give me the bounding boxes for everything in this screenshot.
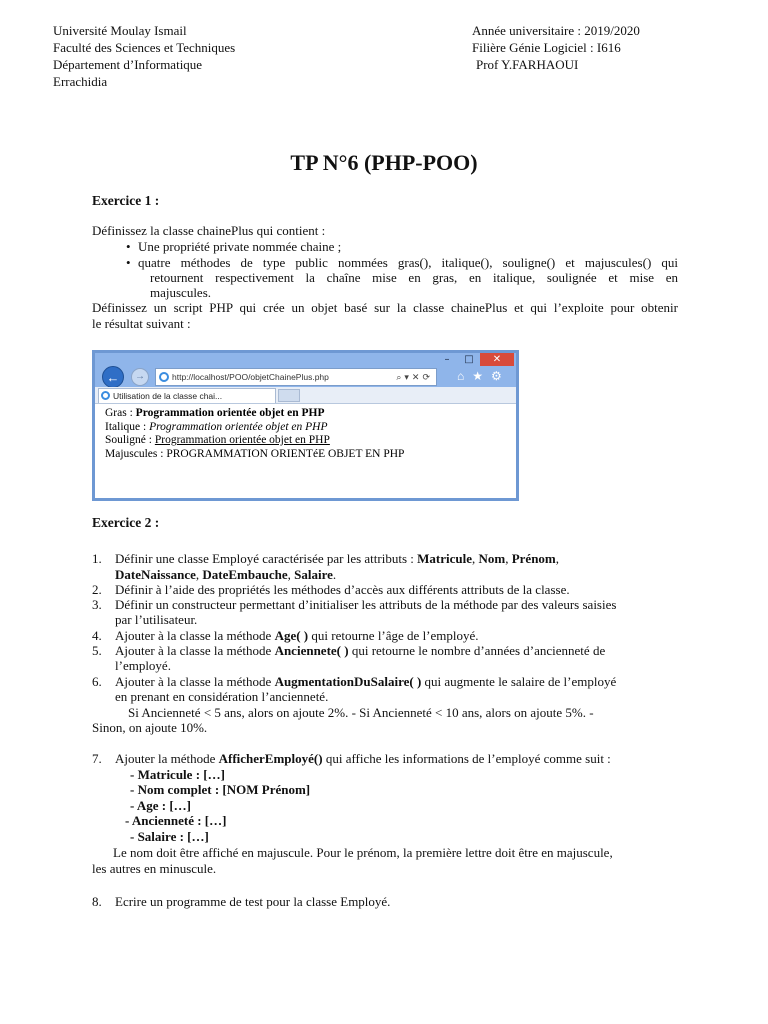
program-name: Filière Génie Logiciel : I616 <box>472 40 621 55</box>
list-item: 6. Ajouter à la classe la méthode AugmentationDuSalaire( ) qui augmente le salaire de l’employé <box>92 674 617 689</box>
department-name: Département d’Informatique <box>53 57 203 72</box>
display-field: - Matricule : […] <box>130 767 225 782</box>
back-arrow-icon: ← <box>102 366 124 388</box>
list-item: 8. Ecrire un programme de test pour la classe Employé. <box>92 894 391 909</box>
window-controls <box>436 353 514 367</box>
exercise1-bullet: • Une propriété private nommée chaine ; <box>126 239 342 254</box>
browser-tabbar <box>95 387 516 404</box>
list-item-rule: Sinon, on ajoute 10%. <box>92 720 208 735</box>
maximize-icon: □ <box>464 354 474 365</box>
tab-logo-icon <box>101 391 110 400</box>
output-line-underline: Souligné : Programmation orientée objet en PHP <box>105 434 330 446</box>
settings-gear-icon: ⚙ <box>491 369 510 383</box>
browser-titlebar <box>95 353 516 387</box>
display-field: - Age : […] <box>130 798 192 813</box>
favorites-star-icon: ★ <box>472 369 492 383</box>
exercise1-instruction: Définissez un script PHP qui crée un objet basé sur la classe chainePlus et qui l’exploite pour obtenir <box>92 300 678 315</box>
browser-content <box>105 407 404 461</box>
browser-tab <box>98 388 276 403</box>
exercise1-bullet-continued: retournent respectivement la chaîne mise en gras, en italique, soulignée et mise en <box>150 270 678 285</box>
note-text: Le nom doit être affiché en majuscule. Pour le prénom, la première lettre doit être en majuscule, <box>113 845 613 860</box>
new-tab-button <box>278 389 300 402</box>
exercise1-intro: Définissez la classe chainePlus qui contient : <box>92 223 326 238</box>
toolbar-icons <box>457 369 510 383</box>
browser-screenshot <box>92 350 519 501</box>
bullet-icon: • <box>126 255 131 270</box>
address-bar <box>155 368 437 386</box>
address-tools-icons: ⌕▾✕⟳ <box>396 372 433 382</box>
exercise1-bullet: • quatre méthodes de type public nommées gras(), italique(), souligne() et majuscules() qui <box>126 255 678 270</box>
academic-year: Année universitaire : 2019/2020 <box>472 23 640 38</box>
city-name: Errachidia <box>53 74 108 89</box>
list-item-continued: par l’utilisateur. <box>115 612 198 627</box>
list-item-continued: DateNaissance, DateEmbauche, Salaire. <box>115 567 337 582</box>
output-line-uppercase: Majuscules : PROGRAMMATION ORIENTéE OBJET EN PHP <box>105 447 405 460</box>
header-right <box>472 22 640 73</box>
list-item: 5. Ajouter à la classe la méthode Anciennete( ) qui retourne le nombre d’années d’ancienneté de <box>92 643 606 658</box>
exercise1-bullet-continued: majuscules. <box>150 285 212 300</box>
list-item: 1. Définir une classe Employé caractérisée par les attributs : Matricule, Nom, Prénom, <box>92 551 560 566</box>
page-title: TP N°6 (PHP-POO) <box>290 150 478 175</box>
list-item: 2. Définir à l’aide des propriétés les méthodes d’accès aux différents attributs de la classe. <box>92 582 570 597</box>
browser-logo-icon <box>159 372 169 382</box>
home-icon: ⌂ <box>457 369 473 383</box>
exercise2-heading: Exercice 2 : <box>92 515 160 530</box>
display-field: - Nom complet : [NOM Prénom] <box>130 782 311 797</box>
university-name: Université Moulay Ismail <box>53 23 187 38</box>
close-icon: ✕ <box>480 353 514 366</box>
note-text: les autres en minuscule. <box>92 861 217 876</box>
professor-name: Prof Y.FARHAOUI <box>476 57 579 72</box>
list-item-continued: l’employé. <box>115 658 171 673</box>
bullet-icon: • <box>126 239 131 254</box>
forward-arrow-icon: → <box>131 368 149 386</box>
list-item: 7. Ajouter la méthode AfficherEmployé() qui affiche les informations de l’employé comme suit : <box>92 751 611 766</box>
list-item-rule: Si Ancienneté < 5 ans, alors on ajoute 2%. - Si Ancienneté < 10 ans, alors on ajoute 5%. - <box>128 705 594 720</box>
header-left <box>53 22 235 90</box>
exercise1-heading: Exercice 1 : <box>92 193 160 208</box>
list-item-continued: en prenant en considération l’ancienneté. <box>115 689 329 704</box>
display-field: - Salaire : […] <box>130 829 209 844</box>
list-item: 3. Définir un constructeur permettant d’initialiser les attributs de la méthode par des valeurs saisies <box>92 597 617 612</box>
output-line-italic: Italique : Programmation orientée objet en PHP <box>105 420 328 433</box>
minimize-icon: – <box>444 354 450 365</box>
display-field: - Ancienneté : […] <box>125 813 227 828</box>
faculty-name: Faculté des Sciences et Techniques <box>53 40 236 55</box>
tab-title: Utilisation de la classe chai... <box>113 391 223 401</box>
exercise1-instruction: le résultat suivant : <box>92 316 191 331</box>
output-line-bold: Gras : Programmation orientée objet en PHP <box>105 407 325 419</box>
address-url: http://localhost/POO/objetChainePlus.php <box>172 372 329 382</box>
list-item: 4. Ajouter à la classe la méthode Age( ) qui retourne l’âge de l’employé. <box>92 628 479 643</box>
